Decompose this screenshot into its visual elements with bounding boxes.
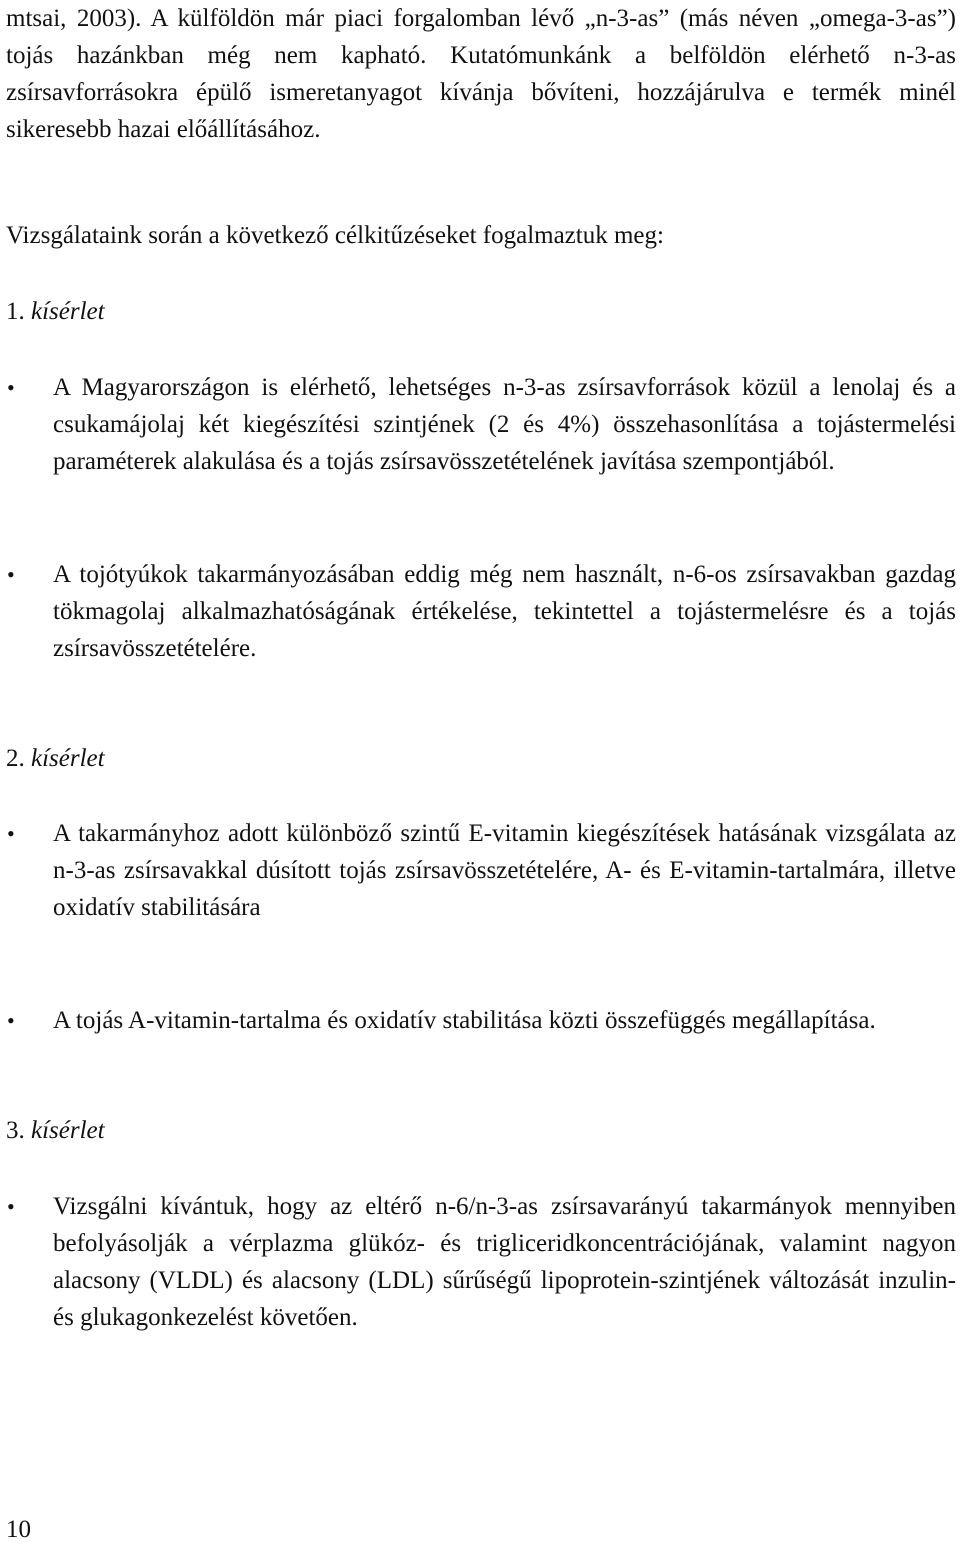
- experiment-1-bullet-1: [6, 369, 956, 480]
- bullet-icon: •: [7, 375, 15, 400]
- experiment-1-bullet-2: [6, 556, 956, 667]
- experiment-1-heading: [6, 293, 105, 330]
- objectives-text: Vizsgálataink során a következő célkitűzéseket fogalmaztuk meg:: [6, 222, 664, 249]
- intro-text: mtsai, 2003). A külföldön már piaci forgalomban lévő „n-3-as” (más néven „omega-3-as”) tojás hazánkban még nem kapható. Kutatómunkánk a belföldön elérhető n-3-as zsírsavforrásokra épülő ismeretanyagot kívánja bővíteni, hozzájárulva e termék minél sikeresebb hazai előállításához.: [6, 5, 956, 143]
- objectives-intro: [6, 217, 956, 254]
- intro-paragraph: [6, 0, 956, 148]
- page-number: 10: [6, 1516, 31, 1543]
- bullet-text: A takarmányhoz adott különböző szintű E-vitamin kiegészítések hatásának vizsgálata az n-3-as zsírsavakkal dúsított tojás zsírsavösszetételére, A- és E-vitamin-tartalmára, illetve oxidatív stabilitására: [53, 820, 956, 921]
- experiment-1-number: 1.: [6, 298, 25, 325]
- bullet-text: A Magyarországon is elérhető, lehetséges n-3-as zsírsavforrások közül a lenolaj és a csukamájolaj két kiegészítési szintjének (2 és 4%) összehasonlítása a tojástermelési paraméterek alakulása és a tojás zsírsavösszetételének javítása szempontjából.: [53, 374, 956, 475]
- experiment-2-number: 2.: [6, 745, 25, 772]
- bullet-text: A tojótyúkok takarmányozásában eddig még nem használt, n-6-os zsírsavakban gazdag tökmagolaj alkalmazhatóságának értékelése, tekintettel a tojástermelésre és a tojás zsírsavösszetételére.: [53, 561, 956, 662]
- bullet-icon: •: [7, 821, 15, 846]
- bullet-icon: •: [7, 1194, 15, 1219]
- experiment-2-label: kísérlet: [31, 745, 105, 772]
- bullet-text: Vizsgálni kívántuk, hogy az eltérő n-6/n-3-as zsírsavarányú takarmányok mennyiben befolyásolják a vérplazma glükóz- és trigliceridkoncentrációjának, valamint nagyon alacsony (VLDL) és alacsony (LDL) sűrűségű lipoprotein-szintjének változását inzulin- és glukagonkezelést követően.: [53, 1193, 956, 1331]
- experiment-2-heading: [6, 740, 105, 777]
- experiment-3-heading: [6, 1112, 105, 1149]
- bullet-icon: •: [7, 1008, 15, 1033]
- bullet-icon: •: [7, 562, 15, 587]
- bullet-text: A tojás A-vitamin-tartalma és oxidatív stabilitása közti összefüggés megállapítása.: [53, 1007, 876, 1034]
- experiment-2-bullet-1: [6, 815, 956, 926]
- experiment-3-bullet-1: [6, 1188, 956, 1336]
- experiment-2-bullet-2: [6, 1002, 956, 1039]
- experiment-3-number: 3.: [6, 1117, 25, 1144]
- experiment-3-label: kísérlet: [31, 1117, 105, 1144]
- experiment-1-label: kísérlet: [31, 298, 105, 325]
